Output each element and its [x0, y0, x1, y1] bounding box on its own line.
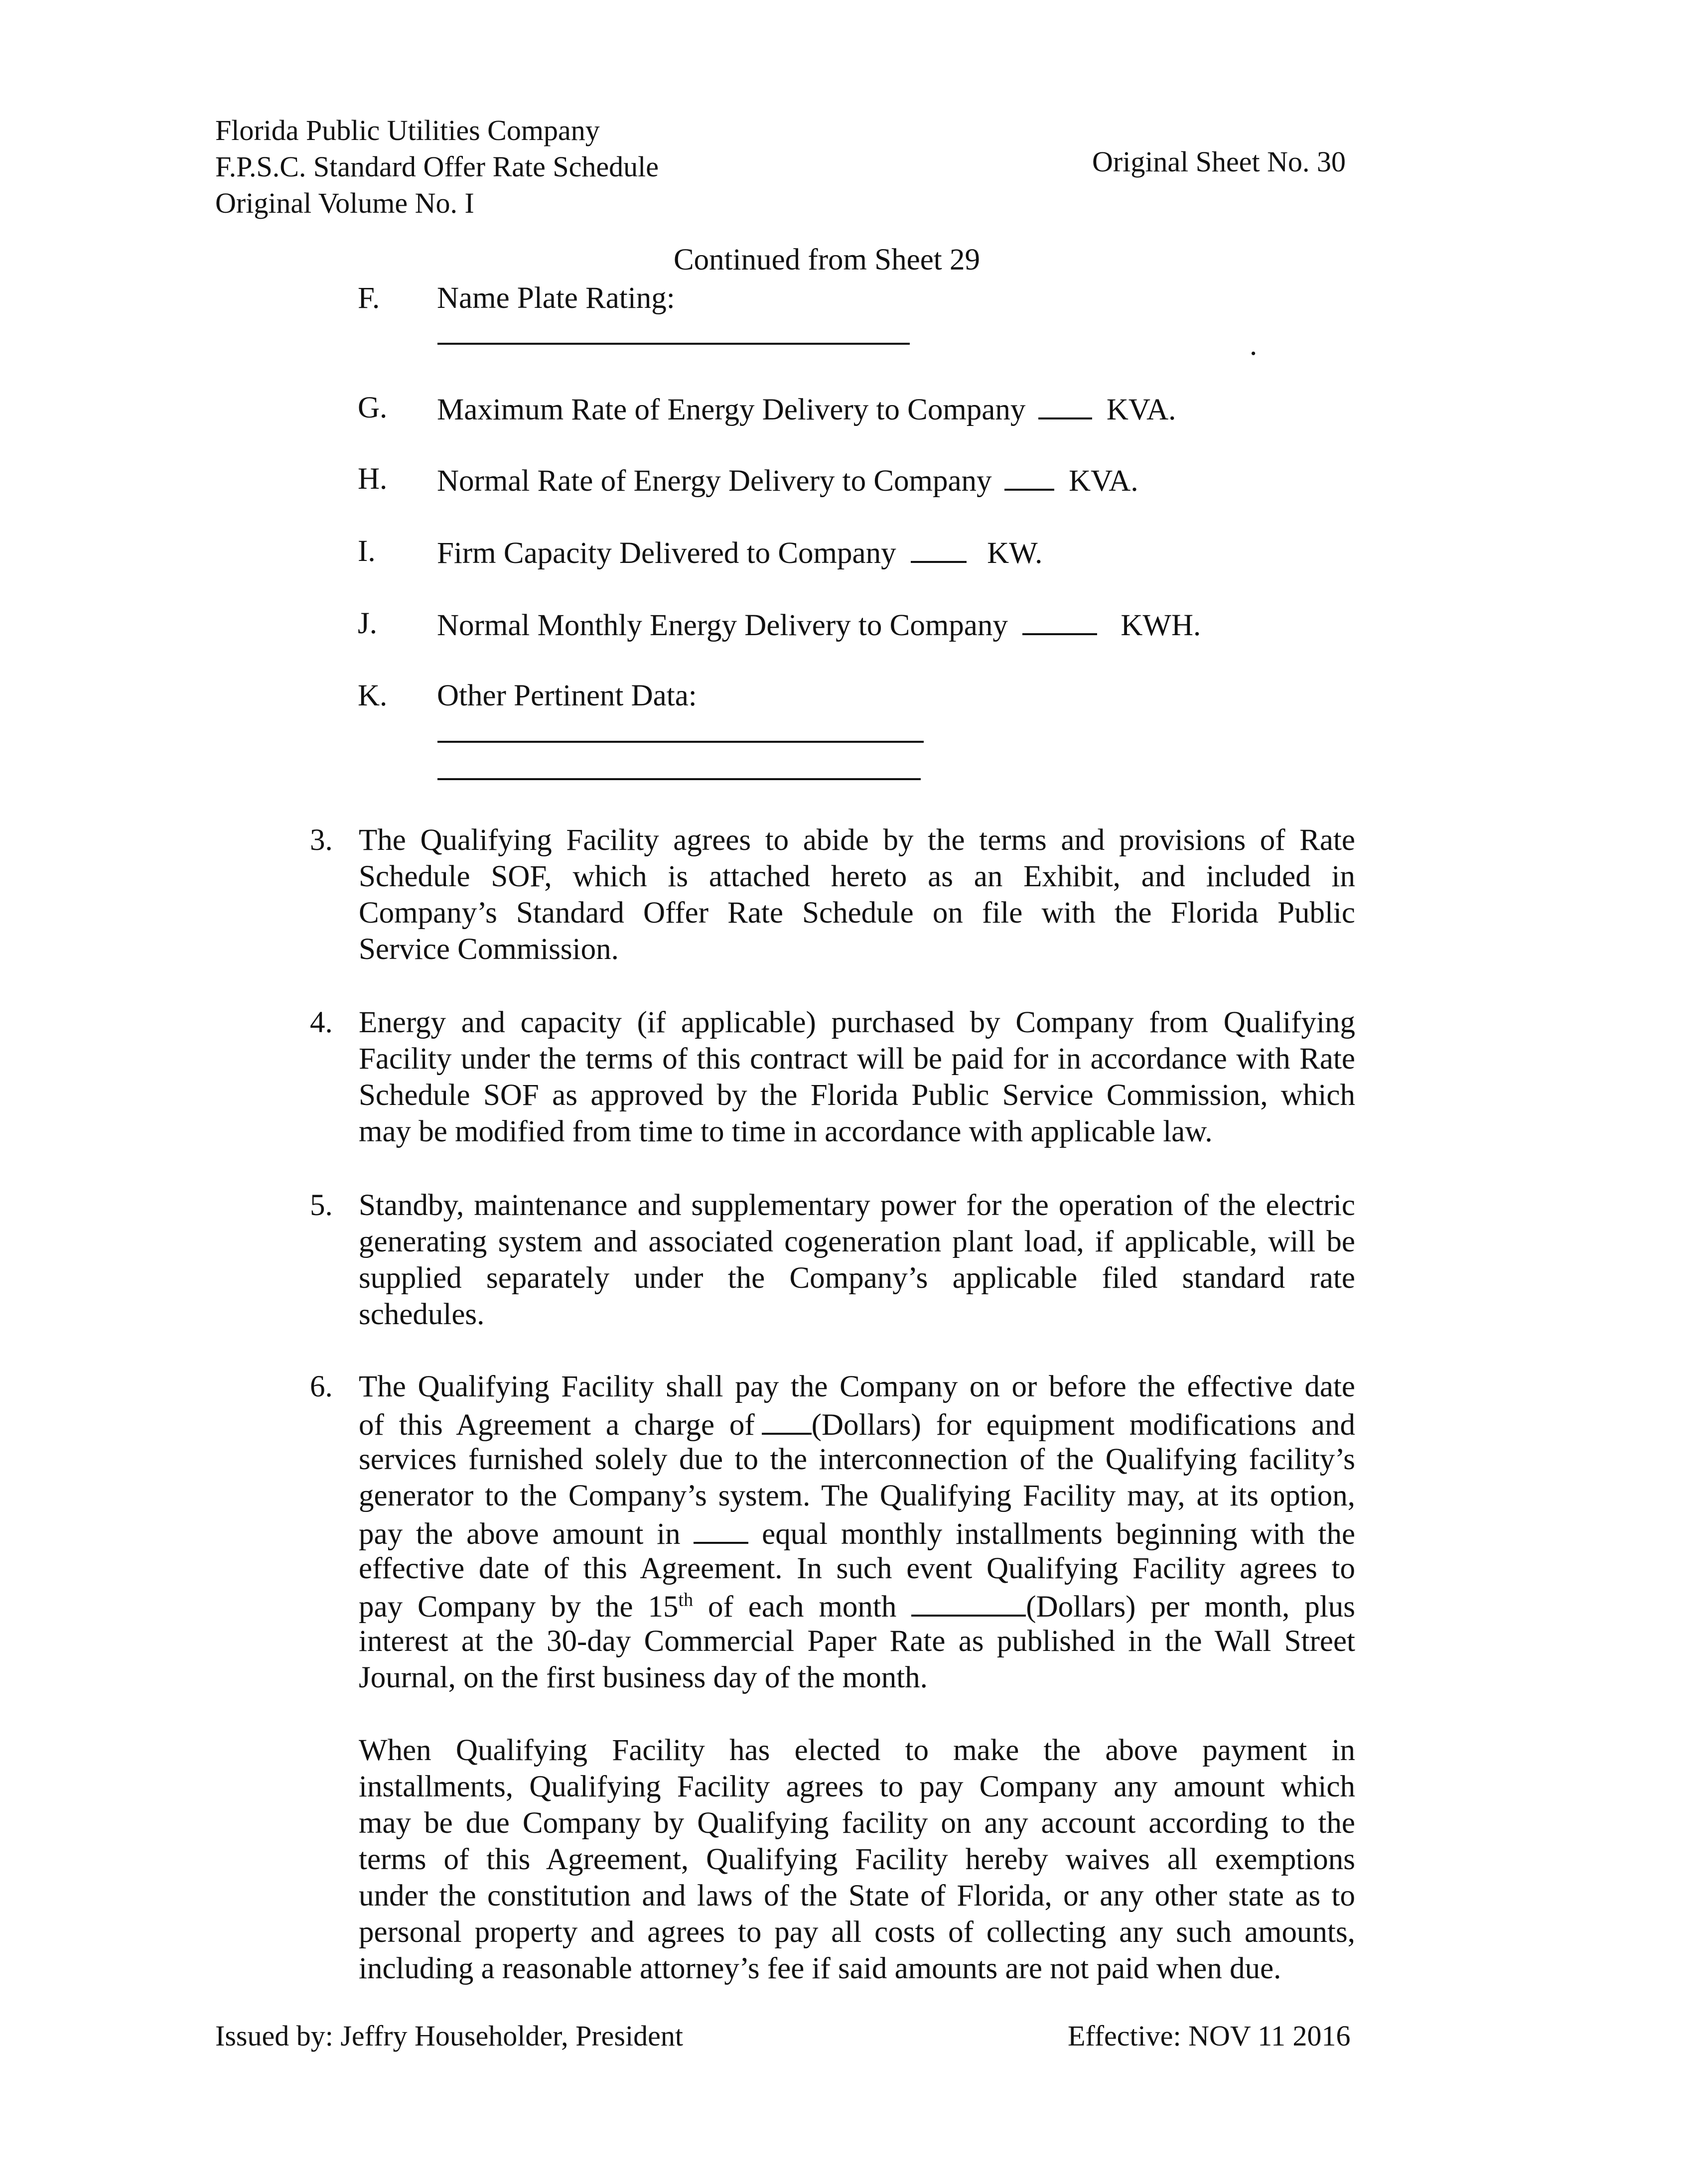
- para-4-num: 4.: [310, 1006, 333, 1039]
- para-3-line: Company’s Standard Offer Rate Schedule on file with the Florida Public: [359, 896, 1355, 930]
- para-6-line: effective date of this Agreement. In such event Qualifying Facility agrees to: [359, 1552, 1355, 1585]
- item-j-unit: KWH.: [1121, 609, 1201, 642]
- item-j-row: [437, 605, 1201, 644]
- para-5-line: Standby, maintenance and supplementary power for the operation of the electric: [359, 1189, 1355, 1222]
- para-3-line: Schedule SOF, which is attached hereto as an Exhibit, and included in: [359, 860, 1355, 893]
- item-i-unit: KW.: [987, 537, 1043, 570]
- para-4-line: Energy and capacity (if applicable) purchased by Company from Qualifying: [359, 1006, 1355, 1039]
- effective-date: Effective: NOV 11 2016: [1068, 2020, 1351, 2052]
- para-6-line: The Qualifying Facility shall pay the Company on or before the effective date: [359, 1370, 1355, 1403]
- para-6-text: of this Agreement a charge of: [359, 1408, 755, 1442]
- installments-blank[interactable]: [694, 1514, 748, 1544]
- name-plate-rating-line[interactable]: [437, 343, 910, 345]
- item-k-letter: K.: [358, 679, 388, 712]
- item-g-row: [437, 390, 1176, 428]
- para-6-num: 6.: [310, 1370, 333, 1403]
- max-rate-blank[interactable]: [1038, 390, 1092, 419]
- item-f-letter: F.: [358, 281, 380, 315]
- para-6-text: (Dollars) per month, plus: [1026, 1590, 1356, 1624]
- para-6-line: Journal, on the first business day of the month.: [359, 1661, 928, 1694]
- para-6-line: [359, 1514, 1355, 1550]
- monthly-payment-blank[interactable]: [911, 1587, 1026, 1617]
- para-4-line: may be modified from time to time in accordance with applicable law.: [359, 1115, 1213, 1148]
- item-h-row: [437, 461, 1138, 499]
- volume-label: Original Volume No. I: [215, 187, 474, 219]
- para-4: [359, 1004, 1355, 1150]
- item-f-label: Name Plate Rating:: [437, 281, 675, 315]
- item-k-label: Other Pertinent Data:: [437, 679, 697, 712]
- ordinal-suffix: th: [678, 1589, 694, 1611]
- para-7-line: terms of this Agreement, Qualifying Facility hereby waives all exemptions: [359, 1843, 1355, 1876]
- schedule-name: F.P.S.C. Standard Offer Rate Schedule: [215, 150, 659, 183]
- para-5-line: supplied separately under the Company’s applicable filed standard rate: [359, 1261, 1355, 1295]
- para-6-text: (Dollars) for equipment modifications and: [811, 1408, 1355, 1442]
- para-6-line: [359, 1587, 1355, 1623]
- para-6-text: of each month: [708, 1590, 897, 1624]
- item-j-label: Normal Monthly Energy Delivery to Company: [437, 609, 1008, 642]
- item-g-letter: G.: [358, 391, 388, 424]
- company-name: Florida Public Utilities Company: [215, 114, 600, 146]
- continued-note: Continued from Sheet 29: [674, 243, 981, 276]
- other-data-line-2[interactable]: [437, 778, 921, 780]
- para-3-line: Service Commission.: [359, 933, 619, 966]
- para-6-line: interest at the 30-day Commercial Paper Rate as published in the Wall Street: [359, 1625, 1355, 1658]
- para-3: [359, 822, 1355, 967]
- para-6-text: equal monthly installments beginning with the: [762, 1517, 1356, 1551]
- firm-capacity-blank[interactable]: [911, 533, 967, 563]
- para-7-line: installments, Qualifying Facility agrees to pay Company any amount which: [359, 1770, 1355, 1803]
- para-7-line: may be due Company by Qualifying facility on any account according to the: [359, 1806, 1355, 1840]
- para-7: [359, 1732, 1355, 1987]
- para-6: [359, 1368, 1355, 1696]
- stray-mark: .: [1250, 328, 1258, 362]
- item-h-label: Normal Rate of Energy Delivery to Company: [437, 464, 992, 498]
- monthly-energy-blank[interactable]: [1022, 605, 1097, 635]
- item-i-row: [437, 533, 1042, 571]
- para-5-line: schedules.: [359, 1298, 485, 1331]
- para-6-text: pay Company by the 15: [359, 1590, 679, 1624]
- para-4-line: Schedule SOF as approved by the Florida Public Service Commission, which: [359, 1079, 1355, 1112]
- para-6-line: [359, 1405, 1355, 1441]
- para-7-line: personal property and agrees to pay all costs of collecting any such amounts,: [359, 1915, 1355, 1949]
- para-7-line: under the constitution and laws of the State of Florida, or any other state as to: [359, 1879, 1355, 1912]
- para-3-num: 3.: [310, 823, 333, 857]
- item-h-unit: KVA.: [1069, 464, 1138, 498]
- para-6-text: pay the above amount in: [359, 1517, 681, 1551]
- para-3-line: The Qualifying Facility agrees to abide by the terms and provisions of Rate: [359, 823, 1355, 857]
- item-h-letter: H.: [358, 462, 388, 496]
- charge-blank[interactable]: [762, 1405, 812, 1435]
- item-i-label: Firm Capacity Delivered to Company: [437, 537, 896, 570]
- other-data-line-1[interactable]: [437, 741, 924, 743]
- issued-by: Issued by: Jeffry Householder, President: [215, 2020, 683, 2052]
- normal-rate-blank[interactable]: [1004, 461, 1054, 491]
- item-j-letter: J.: [358, 607, 377, 640]
- item-g-label: Maximum Rate of Energy Delivery to Company: [437, 393, 1026, 426]
- para-4-line: Facility under the terms of this contract will be paid for in accordance with Rate: [359, 1042, 1355, 1076]
- para-7-line: When Qualifying Facility has elected to make the above payment in: [359, 1734, 1355, 1767]
- item-g-unit: KVA.: [1106, 393, 1176, 426]
- para-7-line: including a reasonable attorney’s fee if said amounts are not paid when due.: [359, 1952, 1281, 1985]
- para-6-line: services furnished solely due to the interconnection of the Qualifying facility’s: [359, 1443, 1355, 1476]
- para-5: [359, 1187, 1355, 1333]
- sheet-number: Original Sheet No. 30: [1092, 145, 1346, 178]
- para-6-line: generator to the Company’s system. The Qualifying Facility may, at its option,: [359, 1479, 1355, 1512]
- para-5-num: 5.: [310, 1189, 333, 1222]
- para-5-line: generating system and associated cogeneration plant load, if applicable, will be: [359, 1225, 1355, 1258]
- item-i-letter: I.: [358, 535, 376, 568]
- header-block: [215, 112, 659, 221]
